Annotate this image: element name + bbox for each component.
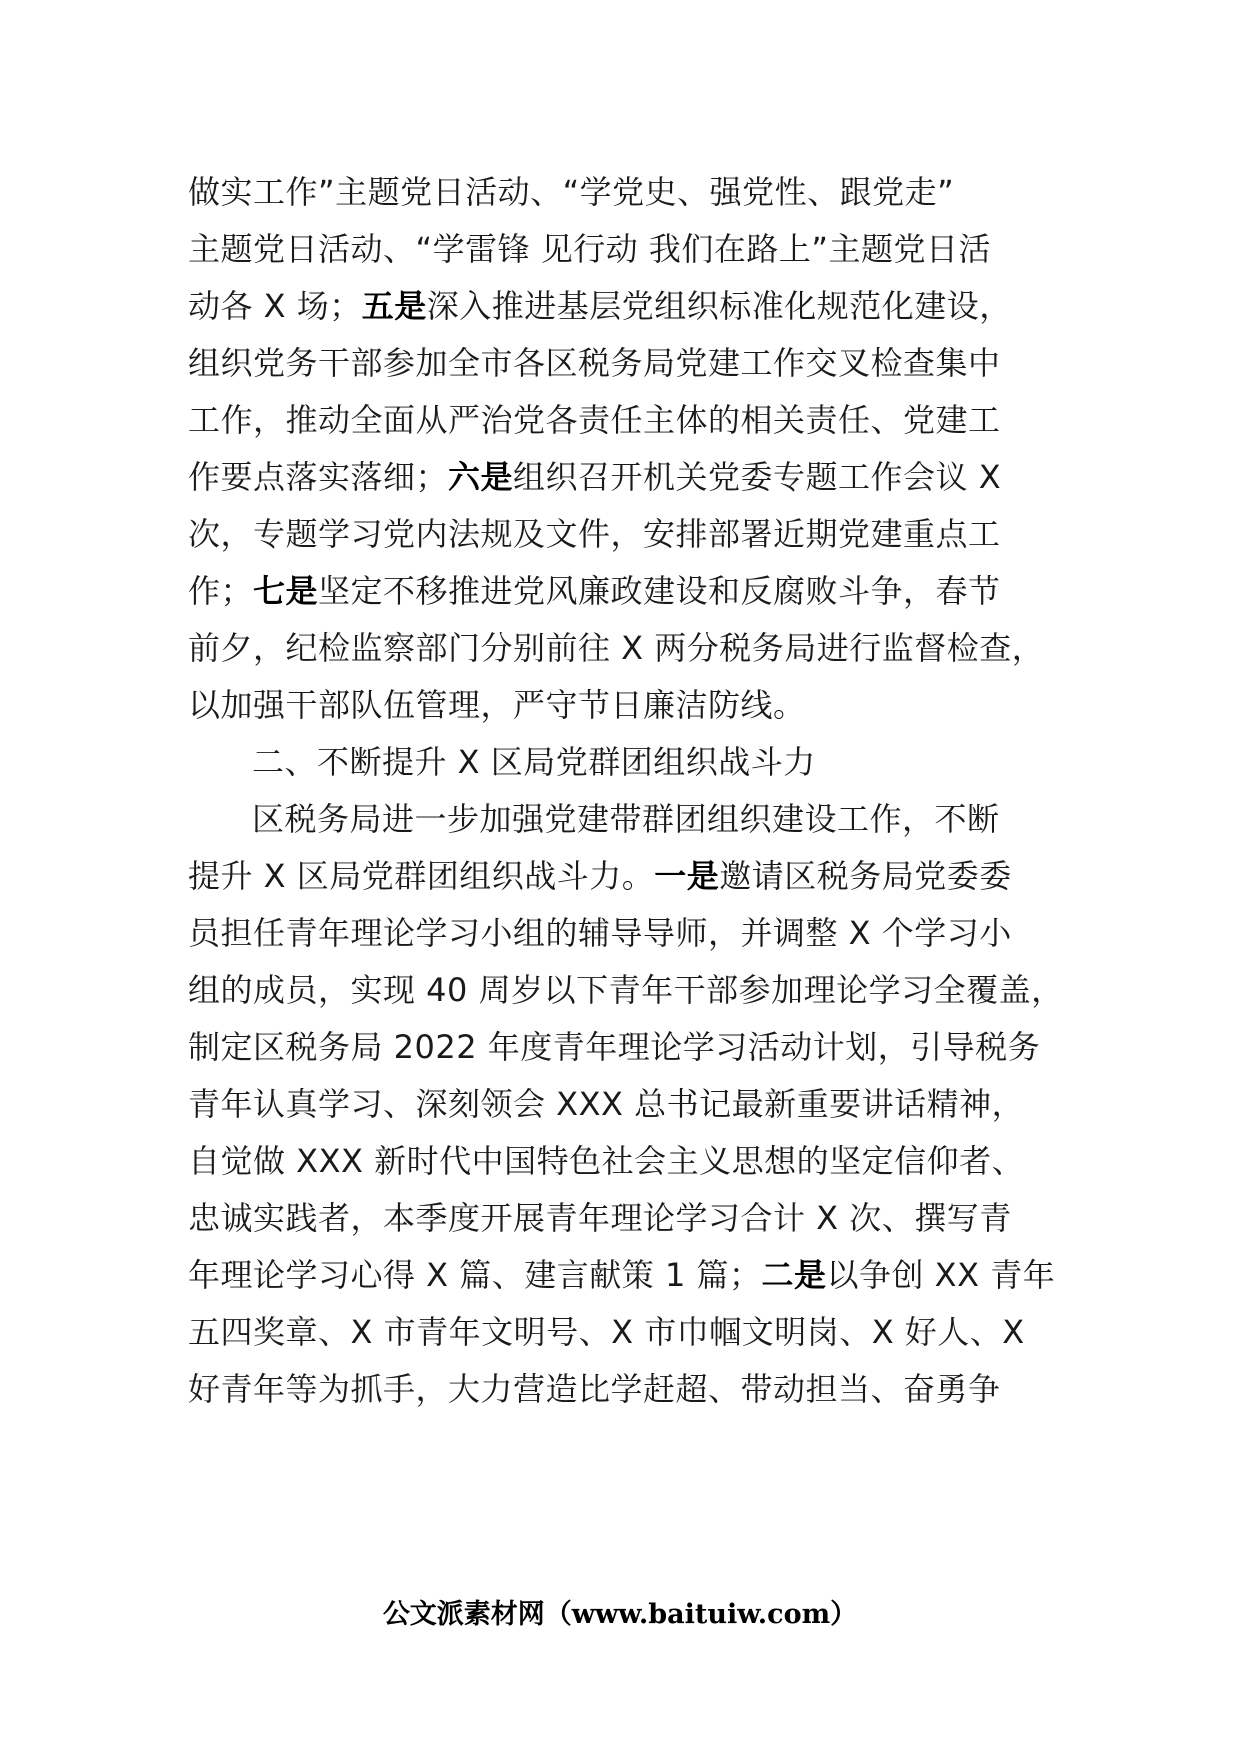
section-heading: 二、不断提升 X 区局党群团组织战斗力 <box>252 743 816 781</box>
body-line: 动各 X 场；五是深入推进基层党组织标准化规范化建设， <box>188 287 1012 325</box>
body-line: 忠诚实践者，本季度开展青年理论学习合计 X 次、撰写青 <box>188 1199 1012 1237</box>
bold-marker: 二是 <box>761 1256 827 1294</box>
body-line: 前夕，纪检监察部门分别前往 X 两分税务局进行监督检查， <box>188 629 1045 667</box>
body-line: 组的成员，实现 40 周岁以下青年干部参加理论学习全覆盖， <box>188 971 1064 1009</box>
body-line: 次，专题学习党内法规及文件，安排部署近期党建重点工 <box>188 515 1001 553</box>
body-line: 自觉做 XXX 新时代中国特色社会主义思想的坚定信仰者、 <box>188 1142 1025 1180</box>
body-line: 五四奖章、X 市青年文明号、X 市巾帼文明岗、X 好人、X <box>188 1313 1025 1351</box>
body-line: 工作，推动全面从严治党各责任主体的相关责任、党建工 <box>188 401 1001 439</box>
body-line: 主题党日活动、“学雷锋 见行动 我们在路上”主题党日活 <box>188 230 992 268</box>
source-footer: 公文派素材网（www.baituiw.com） <box>382 1599 858 1630</box>
body-line: 区税务局进一步加强党建带群团组织建设工作，不断 <box>252 800 1000 838</box>
body-line: 作；七是坚定不移推进党风廉政建设和反腐败斗争，春节 <box>188 572 1001 610</box>
body-line: 组织党务干部参加全市各区税务局党建工作交叉检查集中 <box>188 344 1001 382</box>
body-line: 青年认真学习、深刻领会 XXX 总书记最新重要讲话精神， <box>188 1085 1025 1123</box>
body-line: 制定区税务局 2022 年度青年理论学习活动计划，引导税务 <box>188 1028 1041 1066</box>
body-line: 好青年等为抓手，大力营造比学赶超、带动担当、奋勇争 <box>188 1370 1001 1408</box>
body-line: 作要点落实落细；六是组织召开机关党委专题工作会议 X <box>188 458 1002 496</box>
bold-marker: 七是 <box>253 572 319 610</box>
body-line: 提升 X 区局党群团组织战斗力。一是邀请区税务局党委委 <box>188 857 1012 895</box>
body-line: 员担任青年理论学习小组的辅导导师，并调整 X 个学习小 <box>188 914 1012 952</box>
bold-marker: 五是 <box>361 287 427 325</box>
body-line: 做实工作”主题党日活动、“学党史、强党性、跟党走” <box>188 173 955 211</box>
bold-marker: 六是 <box>448 458 514 496</box>
bold-marker: 一是 <box>654 857 720 895</box>
body-line: 以加强干部队伍管理，严守节日廉洁防线。 <box>188 686 806 724</box>
body-line: 年理论学习心得 X 篇、建言献策 1 篇；二是以争创 XX 青年 <box>188 1256 1056 1294</box>
